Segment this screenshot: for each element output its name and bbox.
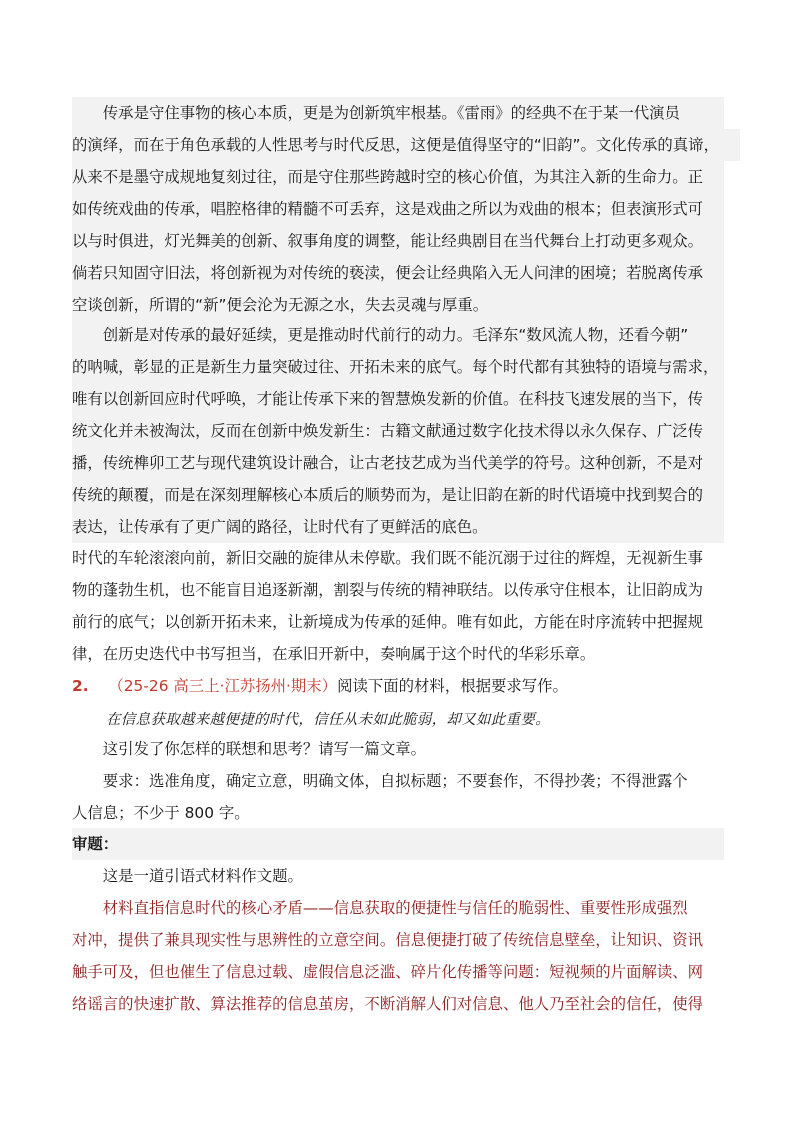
question-prompt: 这引发了你怎样的联想和思考？请写一篇文章。 — [72, 740, 426, 758]
essay-p2-line: 统文化并未被淘汰，反而在创新中焕发新生：古籍文献通过数字化技术得以永久保存、广泛传 — [72, 415, 724, 447]
analysis-red-line: 络谣言的快速扩散、算法推荐的信息茧房，不断消解人们对信息、他人乃至社会的信任，使得 — [72, 995, 704, 1013]
essay-p1-line: 从来不是墨守成规地复刻过往，而是守住那些跨越时空的核心价值，为其注入新的生命力。正 — [72, 161, 724, 193]
analysis-type-line: 这是一道引语式材料作文题。 — [72, 867, 303, 885]
essay-p2-line: 唯有以创新回应时代呼唤，才能让传承下来的智慧焕发新的价值。在科技飞速发展的当下，传 — [72, 383, 724, 415]
question-quote: 在信息获取越来越便捷的时代，信任从未如此脆弱，却又如此重要。 — [106, 712, 550, 728]
essay-p2-line: 创新是对传承的最好延续，更是推动时代前行的动力。毛泽东“数风流人物，还看今朝” — [72, 319, 724, 351]
essay-p1-line: 倘若只知固守旧法，将创新视为对传统的亵渎，便会让经典陷入无人问津的困境；若脱离传承 — [72, 257, 724, 289]
essay-p3-line: 律，在历史迭代中书写担当，在承旧开新中，奏响属于这个时代的华彩乐章。 — [72, 645, 596, 663]
analysis-red-line: 材料直指信息时代的核心矛盾——信息获取的便捷性与信任的脆弱性、重要性形成强烈 — [72, 899, 688, 917]
essay-p2-line: 传统的颠覆，而是在深刻理解核心本质后的顺势而为，是让旧韵在新的时代语境中找到契合的 — [72, 479, 724, 511]
question-instruction: 阅读下面的材料，根据要求写作。 — [337, 677, 568, 695]
essay-p2-line: 的呐喊，彰显的正是新生力量突破过往、开拓未来的底气。每个时代都有其独特的语境与需求， — [72, 351, 724, 383]
question-number: 2. — [72, 677, 89, 695]
question-header — [72, 670, 732, 702]
question-requirement-line: 人信息；不少于 800 字。 — [72, 804, 250, 822]
essay-p1-line: 以与时俱进，灯光舞美的创新、叙事角度的调整，能让经典剧目在当代舞台上打动更多观众。 — [72, 225, 724, 257]
essay-p3-line: 物的蓬勃生机，也不能盲目追逐新潮，割裂与传统的精神联结。以传承守住根本，让旧韵成为 — [72, 581, 704, 599]
essay-p3-line: 前行的底气；以创新开拓未来，让新境成为传承的延伸。唯有如此，方能在时序流转中把握规 — [72, 613, 704, 631]
essay-p1-line: 传承是守住事物的核心本质，更是为创新筑牢根基。《雷雨》的经典不在于某一代演员 — [72, 97, 724, 129]
essay-p1-line: 如传统戏曲的传承，唱腔格律的精髓不可丢弃，这是戏曲之所以为戏曲的根本；但表演形式可 — [72, 193, 724, 225]
essay-p2-line: 播，传统榫卯工艺与现代建筑设计融合，让古老技艺成为当代美学的符号。这种创新，不是对 — [72, 447, 724, 479]
essay-p1-line: 的演绎，而在于角色承载的人性思考与时代反思，这便是值得坚守的“旧韵”。文化传承的真谛， — [72, 129, 740, 161]
question-requirement-line: 要求：选准角度，确定立意，明确文体，自拟标题；不要套作，不得抄袭；不得泄露个 — [72, 772, 688, 790]
essay-p2-line: 表达，让传承有了更广阔的路径，让时代有了更鲜活的底色。 — [72, 511, 724, 543]
essay-p1-line: 空谈创新，所谓的“新”便会沦为无源之水，失去灵魂与厚重。 — [72, 289, 724, 321]
essay-p3-line: 时代的车轮滚滚向前，新旧交融的旋律从未停歇。我们既不能沉溺于过往的辉煌，无视新生事 — [72, 549, 704, 567]
question-source: （25-26 高三上·江苏扬州·期末） — [108, 677, 338, 695]
analysis-red-line: 触手可及，但也催生了信息过载、虚假信息泛滥、碎片化传播等问题：短视频的片面解读、网 — [72, 963, 704, 981]
analysis-heading: 审题： — [72, 828, 724, 860]
analysis-red-line: 对冲，提供了兼具现实性与思辨性的立意空间。信息便捷打破了传统信息壁垒，让知识、资讯 — [72, 931, 704, 949]
